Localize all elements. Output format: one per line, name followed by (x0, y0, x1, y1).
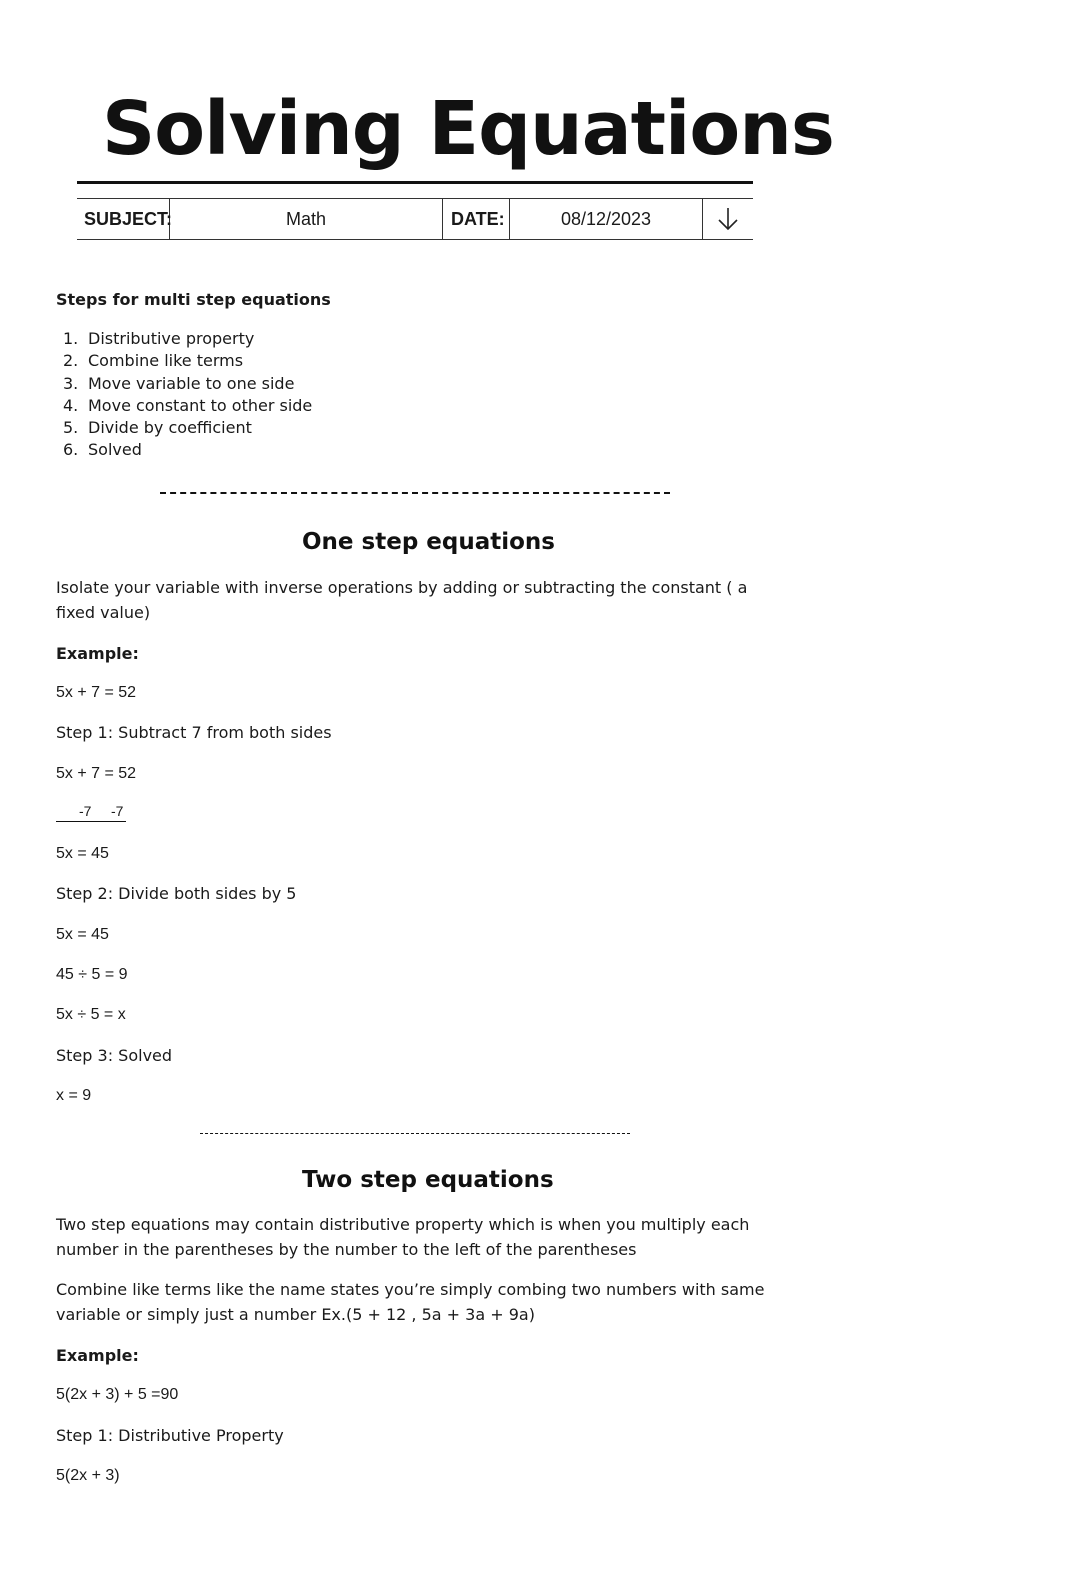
step-text: Step 2: Divide both sides by 5 (56, 884, 297, 903)
list-text: Move constant to other side (88, 395, 313, 415)
list-number: 6. (63, 440, 79, 460)
equation: 5x = 45 (56, 845, 109, 862)
step-text: Step 1: Distributive Property (56, 1426, 284, 1445)
equation: 5x ÷ 5 = x (56, 1006, 126, 1023)
equation: 45 ÷ 5 = 9 (56, 966, 128, 983)
list-item (63, 440, 312, 462)
list-text: Distributive property (88, 329, 255, 348)
step-text: Step 1: Subtract 7 from both sides (56, 723, 332, 742)
list-item (63, 374, 312, 396)
step-text: Step 3: Solved (56, 1046, 173, 1065)
page-title: Solving Equations (102, 86, 834, 172)
arrow-down-icon (703, 199, 753, 239)
subject-value: Math (170, 199, 443, 239)
two-step-paragraph: Two step equations may contain distributive property which is when you multiply each number in the parentheses by the number to the left of the parentheses (56, 1215, 750, 1259)
steps-list (63, 329, 312, 463)
steps-heading: Steps for multi step equations (56, 290, 331, 309)
equation: 5x = 45 (56, 926, 109, 943)
list-text: Move variable to one side (88, 373, 295, 393)
list-number: 1. (63, 329, 79, 348)
two-step-paragraph: Combine like terms like the name states you’re simply combing two numbers with same variable or simply just a number Ex.(5 + 12 , 5a + 3a + 9a) (56, 1280, 765, 1324)
equation: 5(2x + 3) (56, 1467, 120, 1484)
list-item (63, 351, 312, 373)
list-number: 4. (63, 395, 79, 415)
list-item (63, 396, 312, 418)
subject-label: SUBJECT: (77, 199, 170, 239)
title-underline (77, 181, 753, 184)
date-value: 08/12/2023 (510, 199, 703, 239)
two-step-example-label: Example: (56, 1346, 139, 1365)
equation: 5x + 7 = 52 (56, 765, 137, 782)
list-number: 3. (63, 373, 79, 393)
list-item (63, 418, 312, 440)
date-label: DATE: (443, 199, 510, 239)
list-number: 5. (63, 418, 79, 438)
list-text: Divide by coefficient (88, 418, 252, 438)
section-divider (160, 492, 670, 494)
subtract-right: -7 (111, 803, 124, 819)
subtraction-line (56, 803, 126, 822)
list-text: Solved (88, 440, 142, 460)
one-step-description: Isolate your variable with inverse operations by adding or subtracting the constant ( a fixed value) (56, 578, 748, 622)
info-table (77, 198, 753, 240)
equation: x = 9 (56, 1087, 92, 1104)
subtract-left: -7 (79, 803, 92, 819)
list-text: Combine like terms (88, 351, 244, 371)
one-step-heading: One step equations (302, 529, 555, 555)
section-divider (200, 1133, 630, 1134)
equation: 5(2x + 3) + 5 =90 (56, 1386, 179, 1403)
equation: 5x + 7 = 52 (56, 684, 137, 701)
list-item (63, 329, 312, 351)
list-number: 2. (63, 351, 79, 371)
two-step-heading: Two step equations (302, 1167, 554, 1193)
one-step-example-label: Example: (56, 644, 139, 663)
